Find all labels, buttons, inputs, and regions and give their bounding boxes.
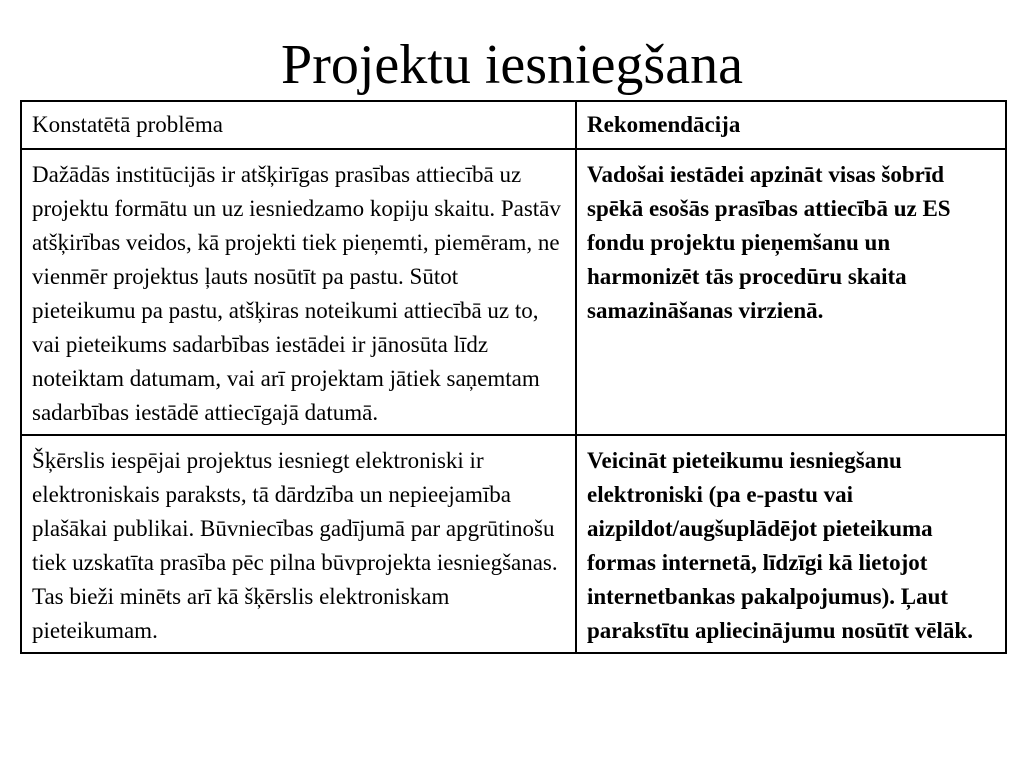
recommendations-table-container	[20, 100, 1005, 654]
problem-cell: Dažādās institūcijās ir atšķirīgas prasības attiecībā uz projektu formātu un uz iesniedzamo kopiju skaitu. Pastāv atšķirības veidos, kā projekti tiek pieņemti, piemēram, ne vienmēr projektus ļauts nosūtīt pa pastu. Sūtot pieteikumu pa pastu, atšķiras noteikumi attiecībā uz to, vai pieteikums sadarbības iestādei ir jānosūta līdz noteiktam datumam, vai arī projektam jātiek saņemtam sadarbības iestādē attiecīgajā datumā.	[21, 149, 576, 435]
recommendation-cell: Vadošai iestādei apzināt visas šobrīd spēkā esošās prasības attiecībā uz ES fondu projektu pieņemšanu un harmonizēt tās procedūru skaita samazināšanas virzienā.	[576, 149, 1006, 435]
header-problem: Konstatētā problēma	[21, 101, 576, 149]
recommendations-table	[20, 100, 1007, 654]
recommendation-cell: Veicināt pieteikumu iesniegšanu elektroniski (pa e-pastu vai aizpildot/augšuplādējot pieteikuma formas internetā, līdzīgi kā lietojot internetbankas pakalpojumus). Ļaut parakstītu apliecinājumu nosūtīt vēlāk.	[576, 435, 1006, 653]
table-row	[21, 149, 1006, 435]
header-recommendation: Rekomendācija	[576, 101, 1006, 149]
slide-title: Projektu iesniegšana	[281, 34, 743, 96]
problem-cell: Šķērslis iespējai projektus iesniegt elektroniski ir elektroniskais paraksts, tā dārdzība un nepieejamība plašākai publikai. Būvniecības gadījumā par apgrūtinošu tiek uzskatīta prasība pēc pilna būvprojekta iesniegšanas. Tas bieži minēts arī kā šķērslis elektroniskam pieteikumam.	[21, 435, 576, 653]
table-row	[21, 435, 1006, 653]
table-header-row	[21, 101, 1006, 149]
